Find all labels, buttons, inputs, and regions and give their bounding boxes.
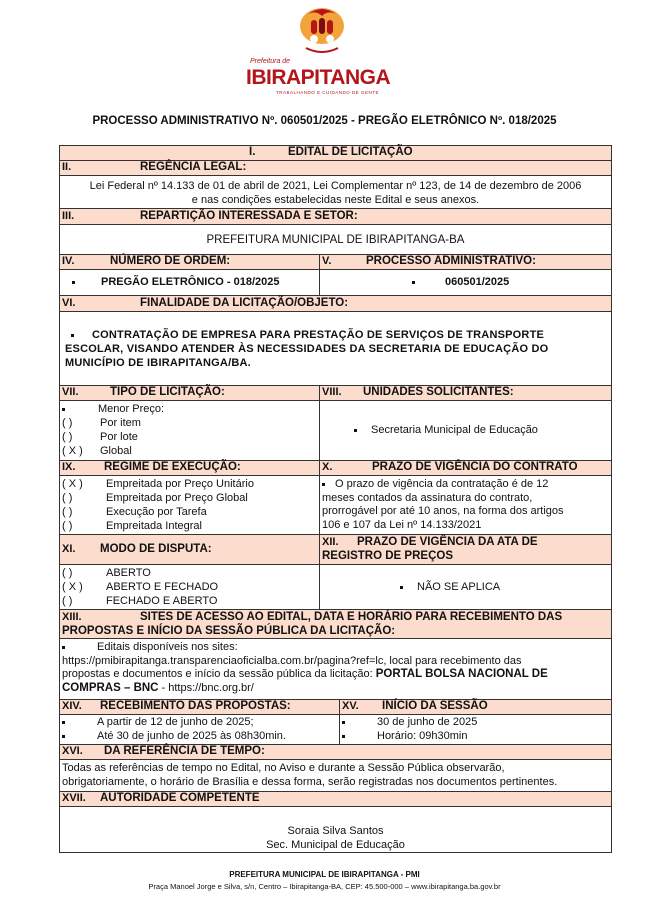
department-value: PREFEITURA MUNICIPAL DE IBIRAPITANGA-BA [206,234,465,246]
section-xiii-num: XIII. [62,611,82,623]
contract-term-text: O prazo de vigência da contratação é de 12 meses contados da assinatura do contrato, prorrogável por até 10 anos, na forma dos artigos 106 e 107 da Lei nº 14.133/2021 [322,478,564,531]
section-xii-label-1: PRAZO DE VIGÊNCIA DA ATA DE [357,536,538,548]
footer-address: Praça Manoel Jorge e Silva, s/n, Centro – Ibirapitanga-BA, CEP: 45.500-000 – www.ibirapitanga.ba.gov.br [148,882,501,891]
object-description: CONTRATAÇÃO DE EMPRESA PARA PRESTAÇÃO DE SERVIÇOS DE TRANSPORTE ESCOLAR, VISANDO ATENDER ÀS NECESSIDADES DA SECRETARIA DE EDUCAÇÃO DO MUNICÍPIO DE IBIRAPITANGA/BA. [65,329,549,369]
cocoa-emblem-icon [298,6,346,56]
edital-table [59,145,612,853]
section-vi-label: FINALIDADE DA LICITAÇÃO/OBJETO: [140,297,349,309]
session-date: 30 de junho de 2025 [342,716,477,730]
document-title: PROCESSO ADMINISTRATIVO Nº. 060501/2025 - PREGÃO ELETRÔNICO Nº. 018/2025 [92,115,557,127]
section-xii-label-2: REGISTRO DE PREÇOS [322,550,453,562]
proposals-start: A partir de 12 de junho de 2025; [62,716,254,730]
section-xiv-xv-body [60,715,611,745]
section-xvi-label: DA REFERÊNCIA DE TEMPO: [104,745,265,757]
authority-name: Soraia Silva Santos [287,825,384,837]
bidding-type-option-global: ( X ) Global [62,445,132,457]
section-xi-xii-header [60,535,611,565]
section-ii-label: REGÊNCIA LEGAL: [140,161,247,173]
section-ix-num: IX. [62,461,76,473]
section-vi-num: VI. [62,297,76,309]
section-ii-body [60,176,611,209]
authority-role: Sec. Municipal de Educação [266,839,405,851]
bidding-type-option-item: ( ) Por item [62,417,141,429]
section-ii-header [60,161,611,176]
logo-name: IBIRAPITANGA [246,66,391,89]
section-xvi-body [60,760,611,792]
section-xvii-num: XVII. [62,792,86,804]
municipal-logo [246,6,398,98]
section-i-num: I. [249,146,256,158]
section-vii-viii-body [60,401,611,461]
section-vi-body [60,312,611,386]
regime-option-integral: ( ) Empreitada Integral [62,520,202,532]
section-xi-xii-body [60,565,611,610]
legal-basis-line-1: Lei Federal nº 14.133 de 01 de abril de 2021, Lei Complementar nº 123, de 14 de dezembro de 2006 [89,180,582,192]
section-i-header [60,146,611,161]
section-xvii-body [60,807,611,852]
section-xv-num: XV. [342,700,359,712]
section-iv-num: IV. [62,255,75,267]
bidding-type-heading: Menor Preço: [62,403,164,417]
section-xiii-label-2: PROPOSTAS E INÍCIO DA SESSÃO PÚBLICA DA LICITAÇÃO: [62,625,396,637]
section-x-label: PRAZO DE VIGÊNCIA DO CONTRATO [372,461,578,473]
section-v-num: V. [322,255,332,267]
dispute-option-closed-open: ( ) FECHADO E ABERTO [62,595,218,607]
section-xiv-xv-header [60,700,611,715]
section-xiv-label: RECEBIMENTO DAS PROPOSTAS: [100,700,291,712]
section-xvii-label: AUTORIDADE COMPETENTE [100,792,260,804]
time-reference-text: Todas as referências de tempo no Edital, no Aviso e durante a Sessão Pública observarão, obrigatoriamente, o horário de Brasília e dessa forma, serão registradas nos documentos pertinentes. [62,762,558,788]
section-xiii-label-1: SITES DE ACESSO AO EDITAL, DATA E HORÁRIO PARA RECEBIMENTO DAS [140,611,563,623]
section-xvi-num: XVI. [62,745,83,757]
section-ix-x-header [60,461,611,476]
bnc-link[interactable]: - https://bnc.org.br/ [158,681,254,694]
section-xiv-num: XIV. [62,700,82,712]
session-time: Horário: 09h30min [342,730,468,744]
sites-text: Editais disponíveis nos sites: https://pmibirapitanga.transparenciaoficialba.com.br/pagina?ref=lc, local para recebimento das propostas e documentos e início da sessão pública da licitação: PORTAL BOLSA NACIONAL DE COMPRAS – BNC - https://bnc.org.br/ [62,641,548,694]
logo-tagline: TRABALHANDO E CUIDANDO DE GENTE [276,90,380,95]
section-vii-label: TIPO DE LICITAÇÃO: [110,386,225,398]
section-iii-label: REPARTIÇÃO INTERESSADA E SETOR: [140,210,358,222]
section-xii-num: XII. [322,536,339,548]
footer-institution: PREFEITURA MUNICIPAL DE IBIRAPITANGA - PMI [229,870,420,879]
section-iii-body [60,225,611,255]
section-viii-label: UNIDADES SOLICITANTES: [363,386,514,398]
process-number-value: 060501/2025 [412,276,509,288]
regime-option-global-price: ( ) Empreitada por Preço Global [62,492,248,504]
price-registry-value: NÃO SE APLICA [400,581,500,595]
section-ix-x-body [60,476,611,535]
section-iv-label: NÚMERO DE ORDEM: [110,255,231,267]
transparency-portal-link[interactable]: https://pmibirapitanga.transparenciaoficialba.com.br/pagina?ref=lc, local para recebimento das [62,654,522,667]
section-xi-num: XI. [62,543,76,555]
section-xvi-header [60,745,611,760]
section-i-label: EDITAL DE LICITAÇÃO [288,146,413,158]
order-number-value: PREGÃO ELETRÔNICO - 018/2025 [72,276,280,288]
section-iii-header [60,209,611,225]
section-iii-num: III. [62,210,75,222]
bidding-type-option-lot: ( ) Por lote [62,431,138,443]
regime-option-unit-price: ( X ) Empreitada por Preço Unitário [62,478,254,490]
proposals-deadline: Até 30 de junho de 2025 às 08h30min. [62,730,286,744]
section-v-label: PROCESSO ADMINISTRATIVO: [366,255,536,267]
section-xv-label: INÍCIO DA SESSÃO [382,700,488,712]
section-iv-v-header [60,255,611,270]
section-xi-label: MODO DE DISPUTA: [100,543,212,555]
section-vi-header [60,296,611,312]
section-x-num: X. [322,461,333,473]
section-viii-num: VIII. [322,386,342,398]
dispute-option-open-closed: ( X ) ABERTO E FECHADO [62,581,219,593]
dispute-option-open: ( ) ABERTO [62,567,151,579]
logo-prefix: Prefeitura de [250,58,291,65]
regime-option-task: ( ) Execução por Tarefa [62,506,207,518]
section-xiii-header [60,610,611,639]
section-ii-num: II. [62,161,72,173]
requesting-unit-value: Secretaria Municipal de Educação [354,424,538,438]
legal-basis-line-2: e nas condições estabelecidas neste Edital e seus anexos. [191,194,480,206]
section-xvii-header [60,792,611,807]
section-iv-v-body [60,270,611,296]
section-vii-num: VII. [62,386,79,398]
section-vii-viii-header [60,386,611,401]
section-ix-label: REGIME DE EXECUÇÃO: [104,461,241,473]
section-xiii-body [60,639,611,700]
